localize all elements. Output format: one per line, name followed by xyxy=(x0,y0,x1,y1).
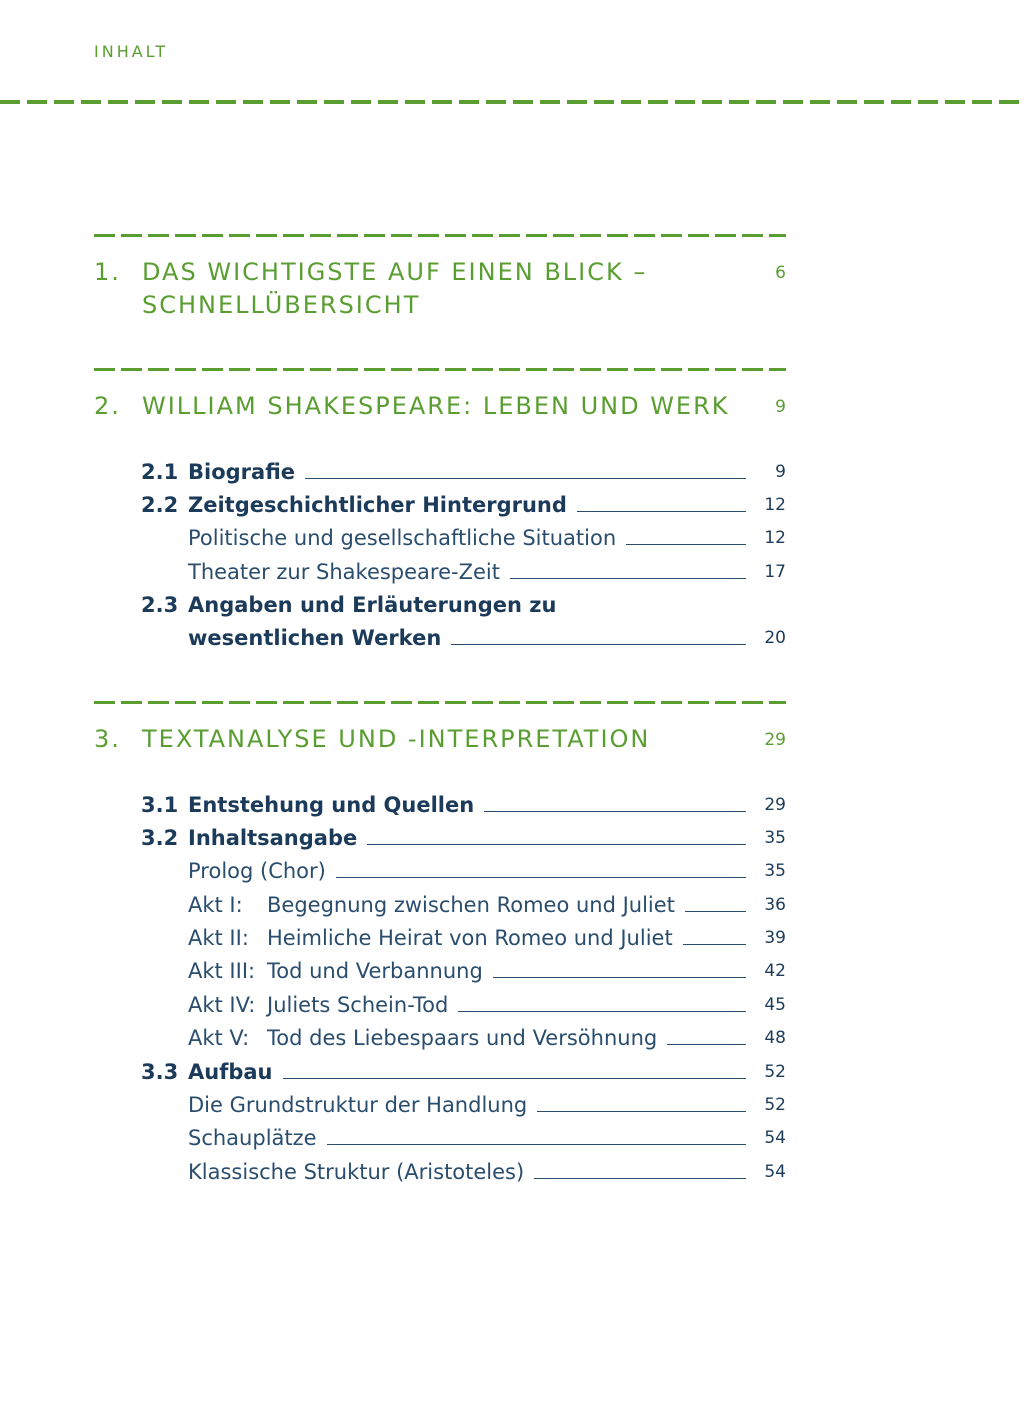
chapter-title[interactable]: WILLIAM SHAKESPEARE: LEBEN UND WERK xyxy=(142,392,730,420)
section-title: Politische und gesellschaftliche Situation xyxy=(188,526,617,550)
section-title: Juliets Schein-Tod xyxy=(267,993,449,1017)
act-label: Akt II: xyxy=(188,926,249,950)
leader-line xyxy=(327,1144,746,1145)
leader-line xyxy=(367,844,746,845)
leader-line xyxy=(305,478,746,479)
toc-entry[interactable] xyxy=(94,855,786,888)
leader-line xyxy=(283,1078,747,1079)
toc-entry[interactable] xyxy=(94,822,786,855)
toc-entry[interactable] xyxy=(94,556,786,589)
section-number: 3.2 xyxy=(141,826,179,850)
act-label: Akt I: xyxy=(188,893,243,917)
section-title: Prolog (Chor) xyxy=(188,859,326,883)
section-page: 54 xyxy=(764,1162,786,1182)
act-label: Akt IV: xyxy=(188,993,256,1017)
section-page: 39 xyxy=(764,928,786,948)
section-title: Tod des Liebespaars und Versöhnung xyxy=(267,1026,658,1050)
section-number: 3.1 xyxy=(141,793,179,817)
toc-entry-continued[interactable] xyxy=(94,622,786,655)
leader-line xyxy=(510,578,746,579)
toc-entry[interactable] xyxy=(94,1089,786,1122)
section-title: Aufbau xyxy=(188,1060,273,1084)
section-page: 12 xyxy=(764,495,786,515)
chapter-page: 6 xyxy=(775,263,786,283)
section-title: Begegnung zwischen Romeo und Juliet xyxy=(267,893,675,917)
section-page: 20 xyxy=(764,628,786,648)
toc-entry[interactable] xyxy=(94,955,786,988)
toc-entry[interactable] xyxy=(94,1156,786,1189)
toc-entry[interactable] xyxy=(94,1056,786,1089)
toc-entry[interactable] xyxy=(94,1022,786,1055)
section-page: 52 xyxy=(764,1095,786,1115)
section-title: Schauplätze xyxy=(188,1126,317,1150)
section-title: Entstehung und Quellen xyxy=(188,793,475,817)
leader-line xyxy=(458,1011,746,1012)
chapter-page: 29 xyxy=(764,730,786,750)
section-page: 12 xyxy=(764,528,786,548)
section-title: Zeitgeschichtlicher Hintergrund xyxy=(188,493,567,517)
section-title: Klassische Struktur (Aristoteles) xyxy=(188,1160,525,1184)
toc-entry[interactable] xyxy=(94,889,786,922)
section-page: 9 xyxy=(775,462,786,482)
leader-line xyxy=(484,811,746,812)
chapter-title-line2[interactable]: SCHNELLÜBERSICHT xyxy=(142,291,421,319)
section-title-line2: wesentlichen Werken xyxy=(188,626,442,650)
leader-line xyxy=(336,877,746,878)
leader-line xyxy=(451,644,746,645)
leader-line xyxy=(626,544,746,545)
section-title: Inhaltsangabe xyxy=(188,826,358,850)
section-page: 42 xyxy=(764,961,786,981)
section-number: 2.3 xyxy=(141,593,179,617)
section-title: Heimliche Heirat von Romeo und Juliet xyxy=(267,926,673,950)
chapter-divider xyxy=(94,701,786,704)
toc-entry[interactable] xyxy=(94,1122,786,1155)
section-page: 52 xyxy=(764,1062,786,1082)
leader-line xyxy=(534,1178,746,1179)
section-title: Biografie xyxy=(188,460,295,484)
leader-line xyxy=(577,511,746,512)
section-page: 45 xyxy=(764,995,786,1015)
header-dashed-rule xyxy=(0,100,1024,104)
toc-entry[interactable] xyxy=(94,789,786,822)
leader-line xyxy=(683,944,746,945)
section-page: 35 xyxy=(764,828,786,848)
section-page: 48 xyxy=(764,1028,786,1048)
toc-entry[interactable] xyxy=(94,589,786,622)
section-title: Angaben und Erläuterungen zu xyxy=(188,593,557,617)
toc-entry[interactable] xyxy=(94,522,786,555)
toc-entry[interactable] xyxy=(94,989,786,1022)
leader-line xyxy=(493,977,746,978)
act-label: Akt III: xyxy=(188,959,256,983)
toc-entry[interactable] xyxy=(94,489,786,522)
act-label: Akt V: xyxy=(188,1026,250,1050)
leader-line xyxy=(667,1044,746,1045)
chapter-number: 1. xyxy=(94,258,121,286)
leader-line xyxy=(685,911,746,912)
section-page: 35 xyxy=(764,861,786,881)
section-title: Die Grundstruktur der Handlung xyxy=(188,1093,528,1117)
running-header: INHALT xyxy=(94,42,169,61)
section-number: 3.3 xyxy=(141,1060,179,1084)
chapter-number: 2. xyxy=(94,392,121,420)
section-page: 17 xyxy=(764,562,786,582)
chapter-divider xyxy=(94,234,786,237)
leader-line xyxy=(537,1111,746,1112)
chapter-number: 3. xyxy=(94,725,121,753)
section-page: 54 xyxy=(764,1128,786,1148)
chapter-divider xyxy=(94,368,786,371)
chapter-page: 9 xyxy=(775,397,786,417)
section-page: 36 xyxy=(764,895,786,915)
section-page: 29 xyxy=(764,795,786,815)
toc-entry[interactable] xyxy=(94,922,786,955)
section-number: 2.1 xyxy=(141,460,179,484)
section-title: Tod und Verbannung xyxy=(267,959,483,983)
section-title: Theater zur Shakespeare-Zeit xyxy=(188,560,500,584)
toc-entry[interactable] xyxy=(94,456,786,489)
section-number: 2.2 xyxy=(141,493,179,517)
chapter-title[interactable]: DAS WICHTIGSTE AUF EINEN BLICK – xyxy=(142,258,648,286)
chapter-title[interactable]: TEXTANALYSE UND -INTERPRETATION xyxy=(142,725,651,753)
